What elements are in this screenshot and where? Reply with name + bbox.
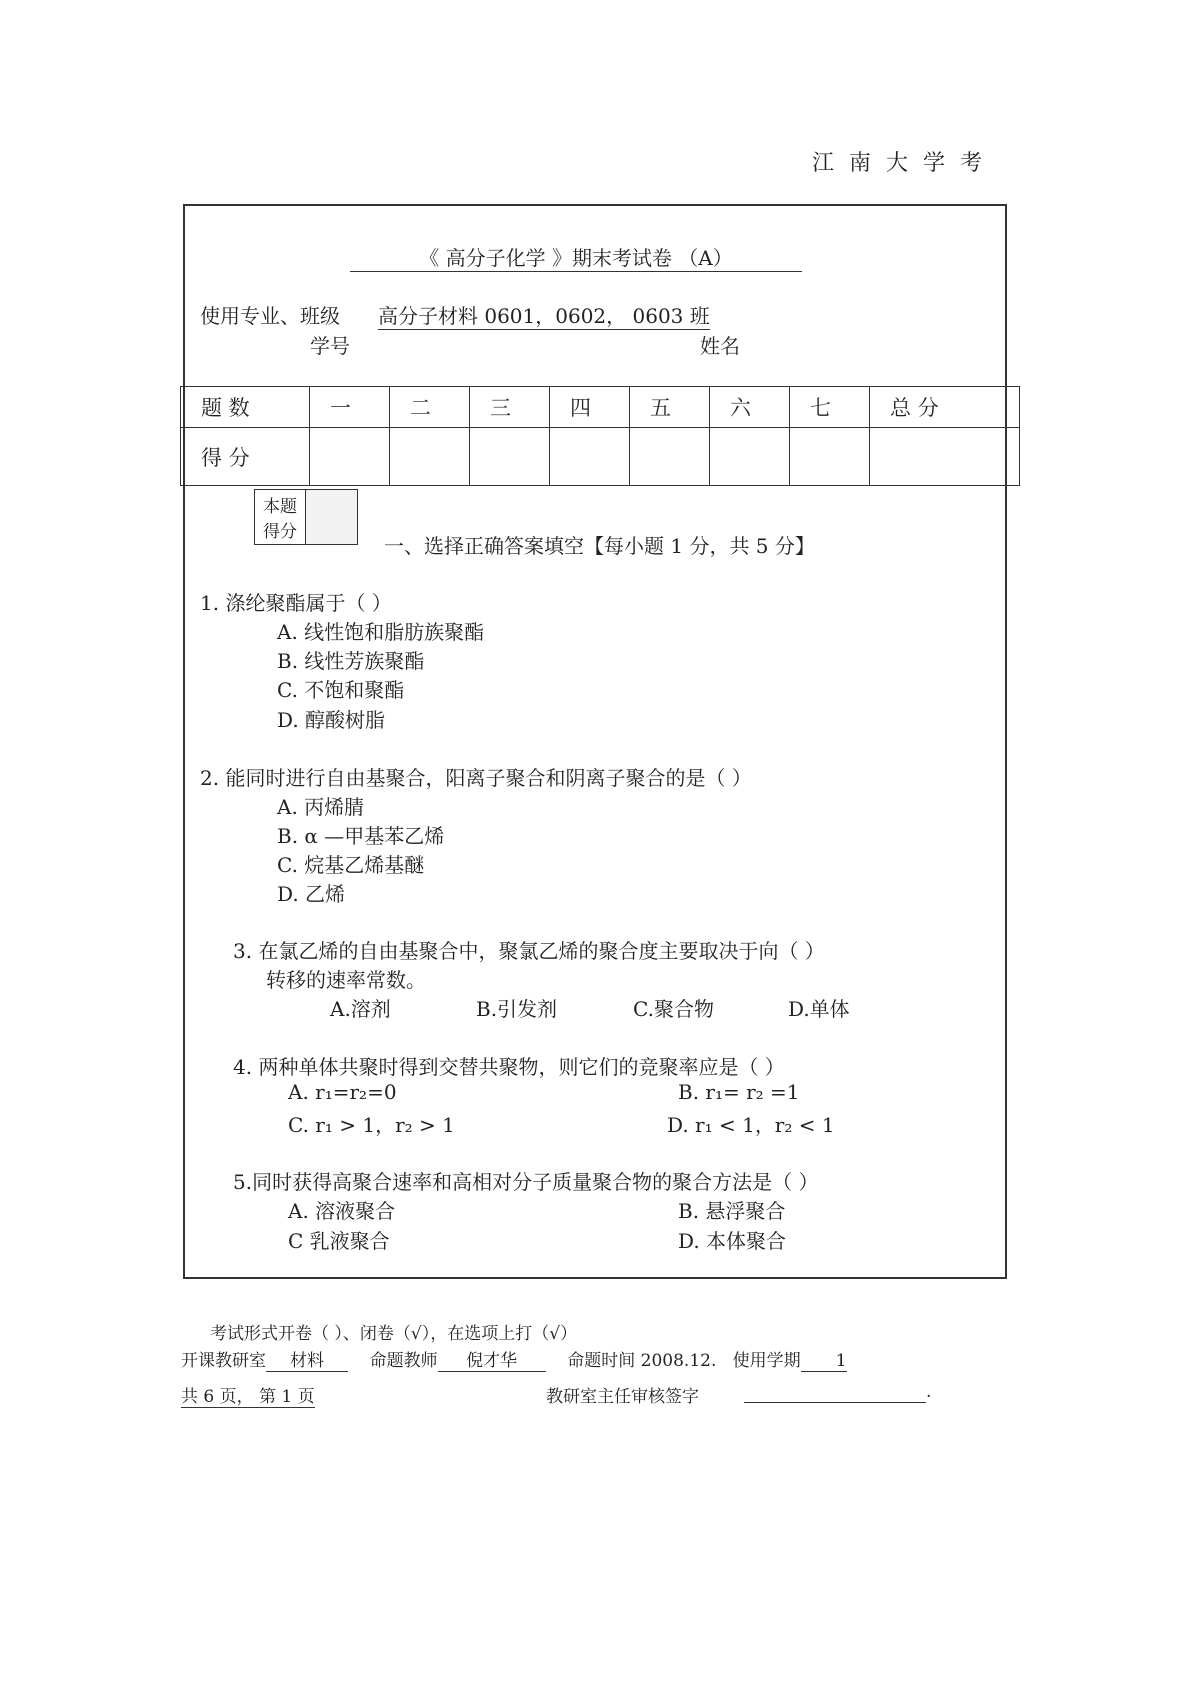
- score-table: [180, 386, 1020, 486]
- score-header: 总 分: [870, 387, 1020, 428]
- option: B. 悬浮聚合: [678, 1199, 786, 1223]
- question-stem: 3. 在氯乙烯的自由基聚合中，聚氯乙烯的聚合度主要取决于向（ ）: [233, 939, 825, 963]
- option: B. r₁= r₂ =1: [678, 1080, 800, 1104]
- exam-form: 考试形式开卷（ ）、闭卷（√），在选项上打（√）: [210, 1324, 578, 1344]
- option: C.聚合物: [633, 997, 714, 1021]
- question-stem: 2. 能同时进行自由基聚合，阳离子聚合和阴离子聚合的是（ ）: [200, 766, 752, 790]
- option: A.溶剂: [330, 997, 391, 1021]
- period: .: [926, 1382, 932, 1402]
- signature-line[interactable]: [744, 1382, 926, 1403]
- university-header: 江 南 大 学 考: [812, 151, 986, 176]
- score-header: 七: [790, 387, 870, 428]
- option: A. 溶液聚合: [288, 1199, 396, 1223]
- score-cell[interactable]: [390, 428, 470, 486]
- score-cell[interactable]: [550, 428, 630, 486]
- score-header: 三: [470, 387, 550, 428]
- option: C. 不饱和聚酯: [277, 678, 405, 702]
- score-header: 六: [710, 387, 790, 428]
- option: C. 烷基乙烯基醚: [277, 853, 425, 877]
- student-id-label: 学号: [310, 334, 350, 358]
- section-title: 一、选择正确答案填空【每小题 1 分，共 5 分】: [384, 534, 815, 558]
- name-label: 姓名: [700, 334, 740, 358]
- question-stem: 4. 两种单体共聚时得到交替共聚物，则它们的竞聚率应是（ ）: [233, 1055, 785, 1079]
- section-score-cell[interactable]: [306, 490, 358, 545]
- score-cell[interactable]: [790, 428, 870, 486]
- score-header: 五: [630, 387, 710, 428]
- major-label: 使用专业、班级: [200, 304, 340, 328]
- score-cell[interactable]: [870, 428, 1020, 486]
- option: C. r₁ > 1，r₂ > 1: [288, 1113, 455, 1137]
- option: D.单体: [788, 997, 850, 1021]
- option: A. 线性饱和脂肪族聚酯: [277, 620, 485, 644]
- question-stem: 5.同时获得高聚合速率和高相对分子质量聚合物的聚合方法是（ ）: [233, 1170, 819, 1194]
- question-stem: 1. 涤纶聚酯属于（ ）: [200, 591, 392, 615]
- score-cell[interactable]: [710, 428, 790, 486]
- question-stem-cont: 转移的速率常数。: [266, 968, 426, 992]
- page-count: 共 6 页， 第 1 页: [181, 1382, 315, 1408]
- option: A. r₁=r₂=0: [288, 1080, 397, 1104]
- option: B. α —甲基苯乙烯: [277, 824, 445, 848]
- section-score-label: 本题 得分: [255, 490, 306, 545]
- score-cell[interactable]: [470, 428, 550, 486]
- option: D. r₁ < 1，r₂ < 1: [667, 1113, 835, 1137]
- option: D. 乙烯: [277, 882, 346, 906]
- score-header: 二: [390, 387, 470, 428]
- option: B. 线性芳族聚酯: [277, 649, 425, 673]
- option: C 乳液聚合: [288, 1229, 390, 1253]
- option: D. 醇酸树脂: [277, 708, 386, 732]
- section-score-box: [254, 489, 358, 545]
- score-header: 一: [310, 387, 390, 428]
- option: B.引发剂: [476, 997, 558, 1021]
- option: A. 丙烯腈: [277, 795, 365, 819]
- option: D. 本体聚合: [678, 1229, 787, 1253]
- exam-title: 《 高分子化学 》期末考试卷 （A）: [350, 242, 802, 272]
- score-cell[interactable]: [630, 428, 710, 486]
- footer-line: 开课教研室 材料 命题教师 倪才华 命题时间 2008.12. 使用学期 1: [181, 1346, 847, 1372]
- sign-label: 教研室主任审核签字: [546, 1387, 699, 1407]
- score-header: 题 数: [181, 387, 310, 428]
- score-row-label: 得 分: [181, 428, 310, 486]
- score-header: 四: [550, 387, 630, 428]
- score-cell[interactable]: [310, 428, 390, 486]
- major-value: 高分子材料 0601，0602， 0603 班: [378, 300, 710, 330]
